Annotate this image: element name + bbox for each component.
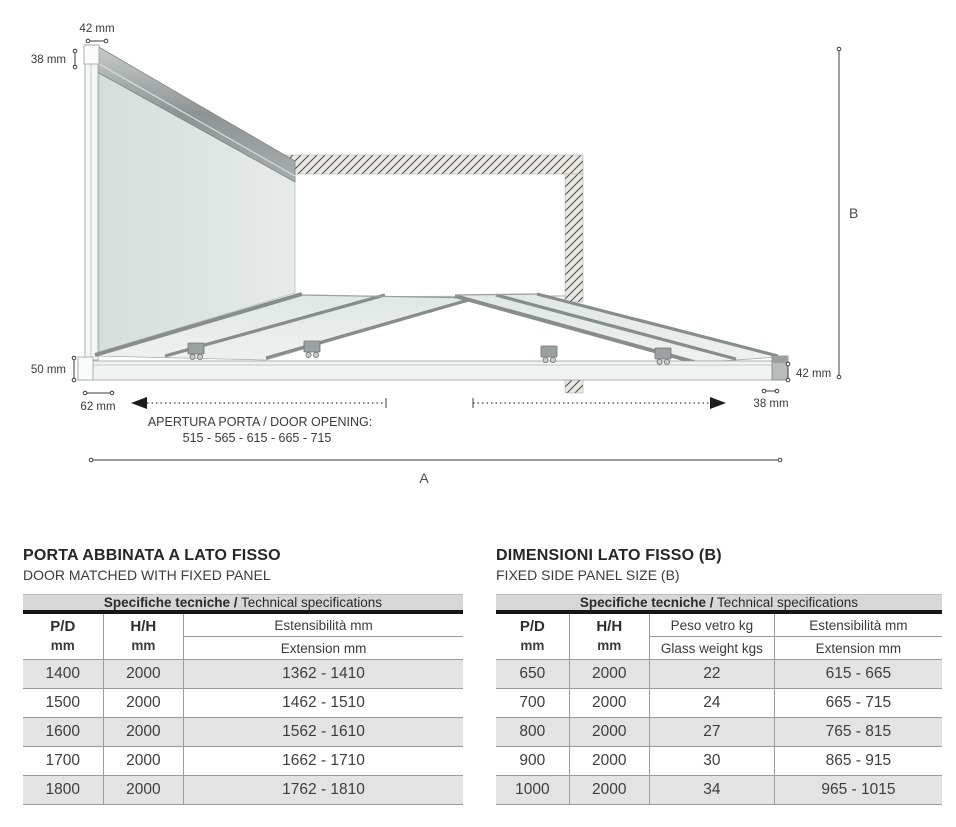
col-header-glass-weight-it: Peso vetro kg (649, 612, 774, 637)
wall-hatch (283, 155, 583, 393)
dim-b-label: B (849, 205, 859, 221)
col-header-hh: H/H mm (103, 612, 184, 660)
door-opening-arrows (131, 397, 726, 409)
rail-left-cap (78, 357, 93, 380)
table-row: 700 2000 24 665 - 715 (496, 689, 942, 718)
table-row: 800 2000 27 765 - 815 (496, 718, 942, 747)
fixed-panel-size-section (496, 547, 942, 805)
col-header-pd: P/D mm (50, 618, 76, 653)
door-with-fixed-panel-section (23, 547, 463, 805)
table-row: 650 2000 22 615 - 665 (496, 660, 942, 689)
section-title-en: FIXED SIDE PANEL SIZE (B) (496, 567, 680, 583)
dim-right-offset (762, 389, 779, 393)
table-row: 1500 2000 1462 - 1510 (23, 689, 463, 718)
col-header-hh: H/H mm (569, 612, 649, 660)
table-row: 900 2000 30 865 - 915 (496, 747, 942, 776)
section-title-it: DIMENSIONI LATO FISSO (B) (496, 547, 722, 564)
col-header-pd: P/D mm (519, 618, 545, 653)
dim-overall-width (89, 458, 782, 462)
wall-profile-cap (84, 45, 99, 64)
dim-left-offset-label: 62 mm (80, 401, 116, 413)
col-header-extension-en: Extension mm (774, 637, 942, 660)
col-header-extension-it: Estensibilità mm (184, 612, 463, 637)
dim-left-height (72, 356, 76, 382)
dim-left-height-label: 50 mm (30, 364, 66, 376)
table-row: 1400 2000 1362 - 1410 (23, 660, 463, 689)
dim-right-height-label: 42 mm (796, 368, 832, 380)
dim-top-width-label: 42 mm (79, 23, 115, 35)
dim-a-label: A (419, 470, 429, 486)
dim-top-height (73, 49, 77, 69)
dim-right-offset-label: 38 mm (753, 398, 789, 410)
table-row: 1600 2000 1562 - 1610 (23, 718, 463, 747)
fixed-panel-spec-table (496, 594, 942, 805)
table-band (496, 595, 942, 613)
door-opening-caption: APERTURA PORTA / DOOR OPENING: (147, 415, 373, 429)
band-bold: Specifiche tecniche / (579, 595, 714, 610)
band-rest: Technical specifications (237, 595, 383, 610)
table-band (23, 595, 463, 613)
dim-left-offset (83, 391, 114, 395)
col-header-glass-weight-en: Glass weight kgs (649, 637, 774, 660)
col-header-extension-en: Extension mm (184, 637, 463, 660)
section-title-it: PORTA ABBINATA A LATO FISSO (23, 547, 281, 564)
dim-overall-height (837, 47, 841, 379)
door-spec-table (23, 594, 463, 805)
band-rest: Technical specifications (713, 595, 859, 610)
sliding-door-right (455, 294, 778, 363)
table-row: 1000 2000 34 965 - 1015 (496, 776, 942, 805)
dim-top-height-label: 38 mm (30, 54, 66, 66)
table-row: 1700 2000 1662 - 1710 (23, 747, 463, 776)
section-title-en: DOOR MATCHED WITH FIXED PANEL (23, 567, 271, 583)
door-opening-sizes: 515 - 565 - 615 - 665 - 715 (182, 431, 332, 445)
dim-top-width (86, 39, 108, 43)
band-bold: Specifiche tecniche / (103, 595, 238, 610)
col-header-extension-it: Estensibilità mm (774, 612, 942, 637)
table-row: 1800 2000 1762 - 1810 (23, 776, 463, 805)
